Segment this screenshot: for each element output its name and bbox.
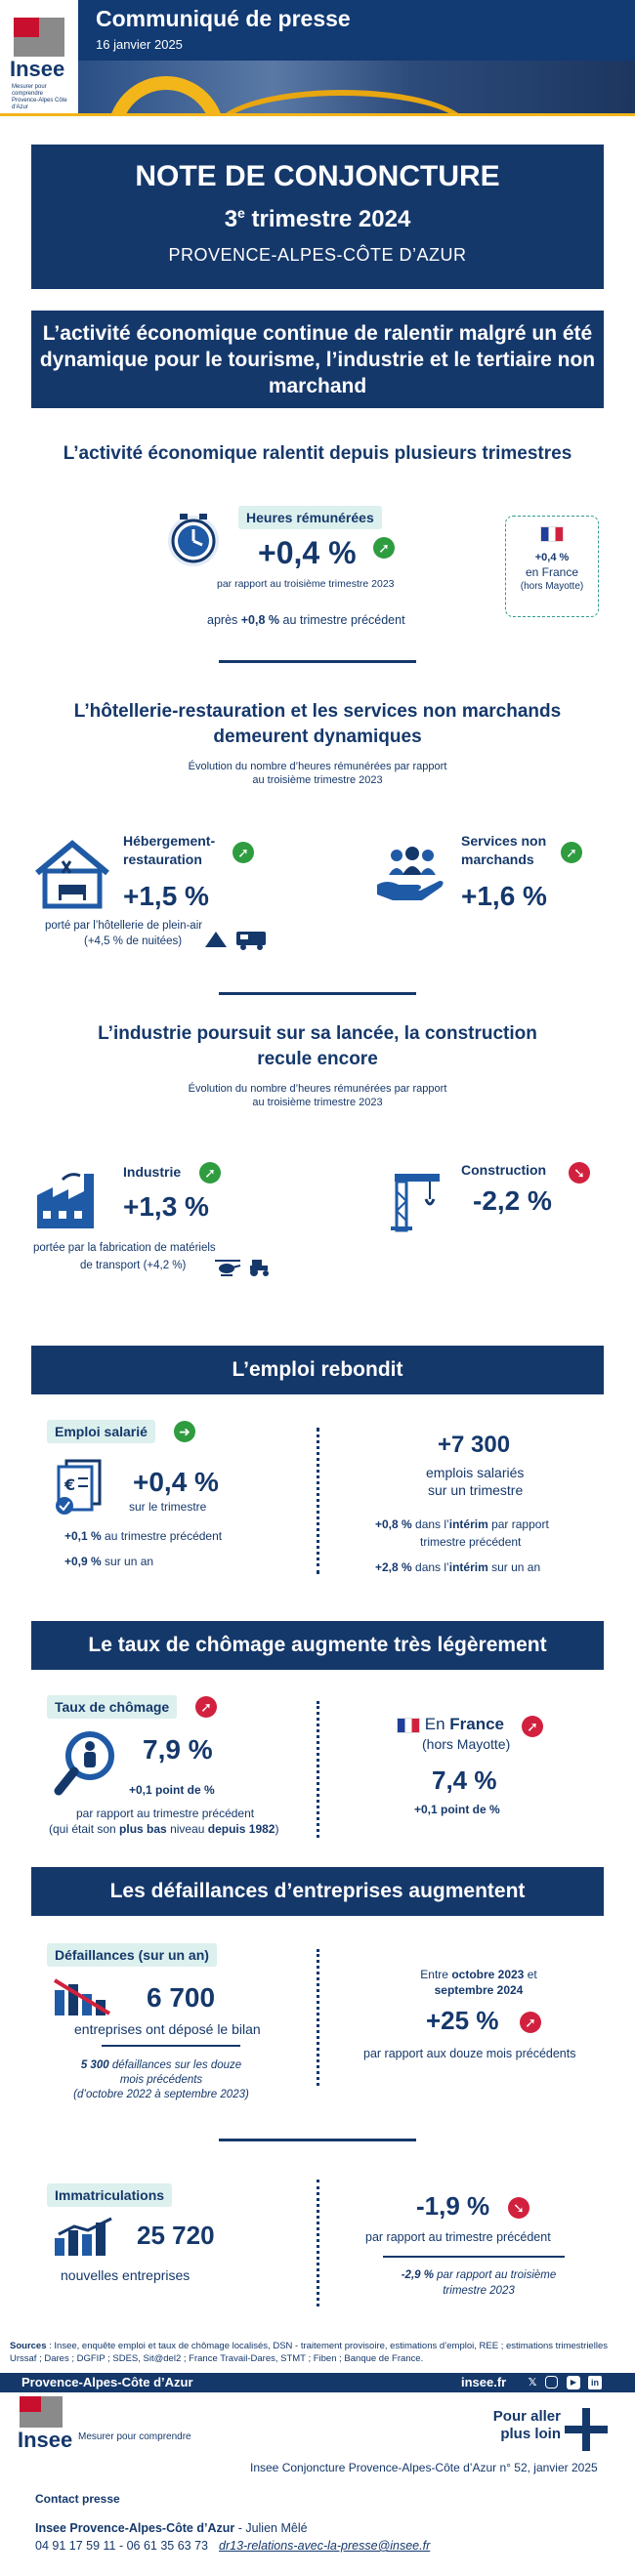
interim2-bold: intérim [448, 1560, 488, 1574]
note-quarter [31, 205, 604, 233]
emploi-prev [64, 1529, 222, 1543]
emploi-value: +0,4 % [133, 1467, 219, 1497]
crane-icon [389, 1170, 444, 1232]
emploi-year [64, 1555, 153, 1568]
hours-value-sub: par rapport au troisième trimestre 2023 [217, 578, 395, 590]
hand-people-icon [373, 846, 444, 904]
bar-chart-icon [53, 2217, 119, 2256]
immat-right-note [352, 2267, 606, 2299]
tractor-icon [246, 1256, 272, 1277]
youtube-icon[interactable]: ▶ [567, 2376, 580, 2389]
clock-icon [162, 508, 225, 570]
sources-text: : Insee, enquête emploi et taux de chômage localisés, DSN - traitement provisoire, estimations d’emploi, REE ; estimations trimestrielles Urssaf ; Dares ; DGFIP ; SDES, Sit@del2 ; France Travail-Dares, STMT ; Fiben ; Banque de France. [10, 2341, 608, 2364]
arrow-icon: ➚ [522, 1716, 543, 1737]
tent-icon [203, 930, 229, 949]
industry-label: Industrie [123, 1164, 182, 1180]
interim2-post: sur un an [487, 1560, 541, 1574]
france-bold: France [449, 1715, 505, 1733]
industry-note1: portée par la fabrication de matériels [33, 1242, 216, 1254]
chomage-tag: Taux de chômage [47, 1695, 177, 1719]
more-link[interactable] [487, 2408, 561, 2443]
svg-text:€: € [64, 1475, 76, 1494]
interim1-pre: dans l’ [411, 1517, 449, 1531]
immat-divider [383, 2256, 565, 2258]
note2-pre: (qui était son [49, 1822, 120, 1836]
chomage-banner: Le taux de chômage augmente très légèrement [31, 1621, 604, 1670]
defaillances-value: 6 700 [147, 1982, 216, 2013]
period-pre: Entre [420, 1968, 452, 1981]
activity-title: L’activité économique ralentit depuis plusieurs trimestres [63, 443, 572, 464]
emploi-prev-text: au trimestre précédent [101, 1529, 223, 1543]
contact-email-link[interactable]: dr13-relations-avec-la-presse@insee.fr [219, 2539, 431, 2553]
immat-note-bold: -2,9 % [401, 2269, 434, 2281]
france-label: en France [525, 565, 579, 579]
linkedin-icon[interactable]: in [588, 2376, 602, 2389]
logo-subtitle: Mesurer pour comprendre Provence-Alpes Côte d'Azur [12, 84, 67, 110]
france-comparison-box [505, 516, 599, 617]
chomage-france-sub: (hors Mayotte) [422, 1736, 511, 1752]
services-value: +1,6 % [461, 881, 547, 911]
contact-phone: 04 91 17 59 11 - 06 61 35 63 73 [35, 2539, 209, 2553]
emploi-year-text: sur un an [101, 1555, 154, 1568]
italic3: (d’octobre 2022 à septembre 2023) [73, 2089, 249, 2100]
interim1 [375, 1517, 549, 1531]
sectors2-subtitle: Évolution du nombre d’heures rémunérées par rapport au troisième trimestre 2023 [188, 1083, 447, 1108]
italic1: défaillances sur les douze [108, 2059, 242, 2071]
logo-name: Insee [10, 57, 65, 81]
quarter-text: trimestre 2024 [244, 206, 411, 232]
note2-post: ) [275, 1822, 279, 1836]
header-divider [0, 113, 635, 116]
header-banner-image [78, 61, 635, 113]
arrow-icon: ➚ [199, 1162, 221, 1184]
jobs-label2: sur un trimestre [428, 1482, 524, 1498]
construction-label: Construction [461, 1162, 547, 1178]
sectors1-subtitle: Évolution du nombre d’heures rémunérées par rapport au troisième trimestre 2023 [188, 761, 447, 786]
italic-bold: 5 300 [80, 2059, 109, 2071]
immat-right-sub: par rapport au trimestre précédent [365, 2230, 551, 2244]
services-label: Services non marchands [461, 833, 547, 867]
section-divider [219, 992, 416, 995]
gold-arc-decoration [107, 76, 225, 113]
prev-post: au trimestre précédent [279, 613, 405, 627]
emploi-prev-value: +0,1 % [64, 1529, 102, 1543]
italic2: mois précédents [119, 2074, 203, 2086]
interim1-line2: trimestre précédent [420, 1535, 522, 1549]
footer-insee-logo[interactable] [14, 2396, 73, 2455]
defaillances-right-period [381, 1967, 576, 1998]
france-sub: (hors Mayotte) [520, 581, 584, 592]
hotel-value: +1,5 % [123, 881, 209, 911]
magnifier-person-icon [53, 1730, 117, 1797]
period-bold2: septembre 2024 [434, 1983, 524, 1997]
hours-tag: Heures rémunérées [238, 506, 382, 529]
interim2 [375, 1560, 540, 1574]
defaillances-right-value: +25 % [426, 2006, 499, 2035]
chomage-note2 [49, 1822, 278, 1836]
arrow-icon: ➚ [233, 842, 254, 863]
emploi-value-sub: sur le trimestre [129, 1500, 207, 1514]
chomage-france-delta: +0,1 point de % [414, 1803, 500, 1816]
note2-mid: niveau [166, 1822, 208, 1836]
plus-icon[interactable] [565, 2408, 608, 2451]
insee-logo[interactable] [0, 0, 78, 113]
interim1-value: +0,8 % [375, 1517, 412, 1531]
header-title: Communiqué de presse [96, 6, 351, 31]
immat-value-sub: nouvelles entreprises [61, 2267, 190, 2283]
interim2-pre: dans l’ [411, 1560, 449, 1574]
defaillances-banner: Les défaillances d’entreprises augmentent [31, 1867, 604, 1916]
section-divider [219, 660, 416, 663]
footer-logo-name: Insee [18, 2428, 73, 2452]
emploi-tag: Emploi salarié [47, 1420, 155, 1443]
header-date: 16 janvier 2025 [96, 37, 183, 52]
column-divider [317, 1949, 319, 2086]
note2-bold1: plus bas [119, 1822, 167, 1836]
payslip-icon [51, 1459, 111, 1517]
footer-bar [0, 2373, 635, 2392]
france-value: +0,4 % [534, 552, 570, 563]
note2-bold2: depuis 1982 [207, 1822, 275, 1836]
headline-banner: L’activité économique continue de ralentir malgré un été dynamique pour le tourisme, l’industrie et le tertiaire non marchand [31, 311, 604, 408]
immat-note1: par rapport au troisième [433, 2269, 557, 2281]
prev-value: +0,8 % [240, 613, 280, 627]
house-bed-icon [33, 840, 111, 910]
chomage-delta: +0,1 point de % [129, 1783, 215, 1797]
flag-icon [540, 526, 564, 542]
period-bold1: octobre 2023 [451, 1968, 525, 1981]
france-pre: En [424, 1715, 450, 1733]
immat-note2: trimestre 2023 [443, 2285, 515, 2297]
sectors1-title: L’hôtellerie-restauration et les services non marchands demeurent dynamiques [73, 701, 562, 747]
prev-pre: après [207, 613, 241, 627]
immat-tag: Immatriculations [47, 2183, 172, 2207]
gold-ring-decoration [215, 90, 469, 113]
jobs-label1: emplois salariés [426, 1465, 525, 1480]
column-divider [317, 2180, 319, 2306]
contact-org [35, 2521, 308, 2535]
logo-mark-icon [20, 2396, 63, 2428]
contact-org-name: Insee Provence-Alpes-Côte d’Azur [35, 2521, 235, 2535]
jobs-value: +7 300 [438, 1432, 511, 1458]
camper-icon [234, 928, 270, 951]
chomage-value: 7,9 % [143, 1734, 213, 1765]
defaillances-value-sub: entreprises ont déposé le bilan [74, 2021, 261, 2037]
factory-icon [33, 1168, 107, 1230]
contact-title: Contact presse [35, 2492, 120, 2506]
hotel-note2: (+4,5 % de nuitées) [84, 935, 183, 947]
quarter-sup: e [237, 205, 245, 221]
immat-value: 25 720 [137, 2221, 215, 2250]
note-title: NOTE DE CONJONCTURE [135, 160, 500, 192]
chomage-france-value: 7,4 % [432, 1766, 497, 1795]
section-divider [219, 2139, 416, 2141]
interim1-post: par rapport [487, 1517, 549, 1531]
instagram-icon[interactable] [545, 2376, 558, 2389]
footer-site-link[interactable]: insee.fr [461, 2375, 507, 2389]
defaillances-tag: Défaillances (sur un an) [47, 1943, 217, 1967]
hours-previous [207, 613, 405, 627]
interim1-bold: intérim [448, 1517, 488, 1531]
sources-note [10, 2340, 625, 2365]
arrow-icon: ➚ [561, 842, 582, 863]
header [0, 0, 635, 113]
broken-chart-icon [53, 1976, 113, 2017]
emploi-year-value: +0,9 % [64, 1555, 102, 1568]
logo-mark-icon [14, 18, 64, 57]
footer-region: Provence-Alpes-Côte d’Azur [21, 2375, 193, 2389]
arrow-icon: ➜ [174, 1421, 195, 1442]
quarter-number: 3 [224, 206, 238, 232]
chomage-note1: par rapport au trimestre précédent [76, 1807, 255, 1820]
hotel-note1: porté par l’hôtellerie de plein-air [45, 920, 203, 932]
industry-value: +1,3 % [123, 1191, 209, 1222]
publication-ref: Insee Conjoncture Provence-Alpes-Côte d’Azur n° 52, janvier 2025 [250, 2461, 598, 2474]
immat-right-value: -1,9 % [416, 2191, 490, 2221]
helicopter-icon [213, 1258, 242, 1277]
arrow-icon: ➚ [520, 2012, 541, 2033]
twitter-icon[interactable]: 𝕏 [528, 2377, 537, 2389]
sectors2-title: L’industrie poursuit sur sa lancée, la construction recule encore [98, 1023, 537, 1069]
interim2-value: +2,8 % [375, 1560, 412, 1574]
chomage-france-label [397, 1715, 504, 1734]
arrow-icon: ➘ [508, 2197, 529, 2219]
note-region: PROVENCE-ALPES-CÔTE D’AZUR [168, 245, 467, 265]
more1: Pour aller [492, 2408, 561, 2425]
period-mid: et [524, 1968, 537, 1981]
contact-name: Julien Mêlé [245, 2521, 308, 2535]
note-banner [31, 145, 604, 289]
construction-value: -2,2 % [473, 1185, 552, 1216]
footer-tagline: Mesurer pour comprendre [78, 2431, 191, 2442]
flag-icon [397, 1718, 420, 1733]
hours-value: +0,4 % [258, 535, 357, 570]
arrow-icon: ➘ [569, 1162, 590, 1184]
defaillances-divider [102, 2045, 240, 2047]
arrow-icon: ➚ [195, 1696, 217, 1718]
industry-note2: de transport (+4,2 %) [80, 1260, 187, 1271]
defaillances-right-sub: par rapport aux douze mois précédents [363, 2047, 576, 2060]
contact-sep: - [234, 2521, 246, 2535]
arrow-icon: ➚ [373, 537, 395, 559]
column-divider [317, 1701, 319, 1838]
more2: plus loin [500, 2426, 561, 2442]
sources-label: Sources [10, 2341, 47, 2351]
hotel-label: Hébergement-restauration [123, 833, 216, 867]
column-divider [317, 1428, 319, 1574]
emploi-banner: L’emploi rebondit [31, 1346, 604, 1394]
defaillances-italic [49, 2058, 274, 2102]
